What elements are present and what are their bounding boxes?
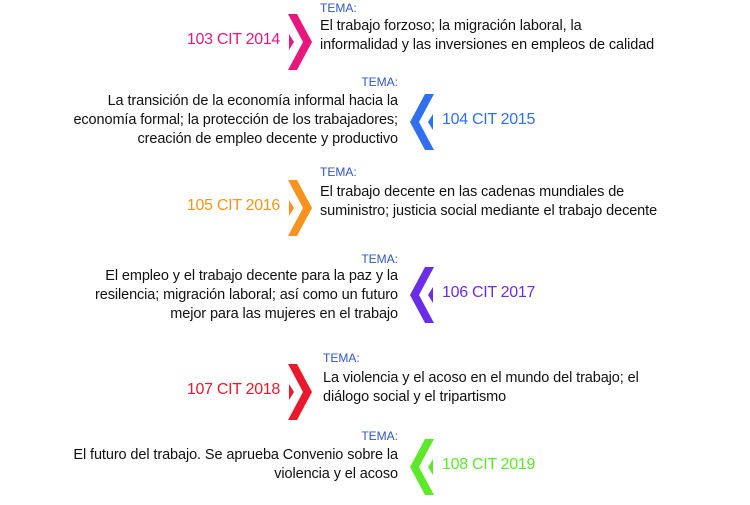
session-code: 104 CIT 2015 <box>442 111 536 128</box>
topic-text <box>320 17 654 55</box>
timeline-entry-2017 <box>0 253 750 333</box>
topic-line: diálogo social y el tripartismo <box>323 389 507 405</box>
topic-text <box>73 92 398 149</box>
topic-line: El empleo y el trabajo decente para la paz y la <box>105 268 398 284</box>
topic-line: mejor para las mujeres en el trabajo <box>170 306 398 322</box>
chevron-right-icon <box>284 12 314 72</box>
session-code: 106 CIT 2017 <box>442 284 536 301</box>
topic-line: creación de empleo decente y productivo <box>137 131 398 147</box>
session-code: 108 CIT 2019 <box>442 456 536 473</box>
timeline-entry-2019 <box>0 425 750 505</box>
topic-text <box>73 446 398 484</box>
topic-label: TEMA: <box>361 252 398 266</box>
topic-line: El trabajo forzoso; la migración laboral, la <box>320 18 582 34</box>
topic-text <box>323 369 639 407</box>
topic-label: TEMA: <box>320 165 357 179</box>
topic-line: suministro; justicia social mediante el trabajo decente <box>320 203 658 219</box>
timeline-entry-2015 <box>0 75 750 160</box>
topic-line: La transición de la economía informal hacia la <box>107 93 398 109</box>
topic-label: TEMA: <box>361 429 398 443</box>
session-code: 105 CIT 2016 <box>186 197 280 214</box>
topic-line: violencia y el acoso <box>274 466 398 482</box>
chevron-left-icon <box>408 265 438 325</box>
topic-text <box>320 183 657 221</box>
session-code: 107 CIT 2018 <box>186 381 280 398</box>
topic-line: informalidad y las inversiones en empleos de calidad <box>320 37 655 53</box>
session-code: 103 CIT 2014 <box>186 31 280 48</box>
chevron-right-icon <box>284 362 314 422</box>
chevron-left-icon <box>408 92 438 152</box>
topic-label: TEMA: <box>323 351 360 365</box>
topic-text <box>95 267 398 324</box>
topic-line: El trabajo decente en las cadenas mundiales de <box>320 184 625 200</box>
timeline-entry-2014 <box>0 0 750 80</box>
chevron-left-icon <box>408 437 438 497</box>
timeline-entry-2016 <box>0 166 750 246</box>
topic-line: economía formal; la protección de los trabajadores; <box>73 112 398 128</box>
chevron-right-icon <box>284 178 314 238</box>
timeline-entry-2018 <box>0 350 750 430</box>
topic-line: resilencia; migración laboral; así como un futuro <box>95 287 398 303</box>
topic-label: TEMA: <box>361 75 398 89</box>
topic-label: TEMA: <box>320 1 357 15</box>
topic-line: El futuro del trabajo. Se aprueba Convenio sobre la <box>73 447 398 463</box>
topic-line: La violencia y el acoso en el mundo del trabajo; el <box>323 370 639 386</box>
